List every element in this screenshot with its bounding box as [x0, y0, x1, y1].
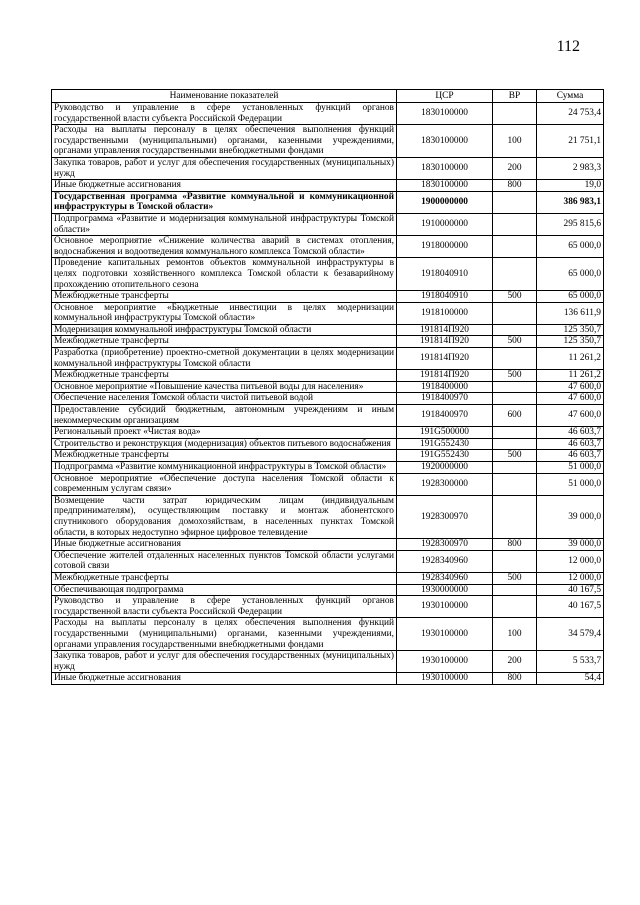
row-vr-cell: [493, 438, 537, 450]
row-sum-cell: 39 000,0: [537, 539, 604, 551]
table-row: [52, 495, 604, 538]
row-csr-cell: 191G552430: [397, 450, 493, 462]
row-sum-cell: 11 261,2: [537, 348, 604, 370]
table-row: [52, 258, 604, 291]
row-csr-cell: 1830100000: [397, 180, 493, 192]
row-vr-cell: [493, 550, 537, 572]
row-sum-cell: 2 983,3: [537, 157, 604, 179]
table-row: [52, 157, 604, 179]
table-row: [52, 438, 604, 450]
row-csr-cell: 191814П920: [397, 370, 493, 382]
row-name-cell: Модернизация коммунальной инфраструктуры Томской области: [52, 324, 397, 336]
row-vr-cell: [493, 302, 537, 324]
row-sum-cell: 12 000,0: [537, 550, 604, 572]
table-row: [52, 550, 604, 572]
row-csr-cell: 1930100000: [397, 596, 493, 618]
row-vr-cell: 800: [493, 673, 537, 685]
row-vr-cell: 500: [493, 291, 537, 303]
row-csr-cell: 1900000000: [397, 191, 493, 213]
table-row: [52, 291, 604, 303]
row-vr-cell: 500: [493, 370, 537, 382]
row-vr-cell: 800: [493, 539, 537, 551]
row-csr-cell: 1928300000: [397, 473, 493, 495]
row-vr-cell: 600: [493, 405, 537, 427]
row-sum-cell: 21 751,1: [537, 125, 604, 158]
row-sum-cell: 40 167,5: [537, 596, 604, 618]
row-sum-cell: 125 350,7: [537, 324, 604, 336]
row-csr-cell: 191814П920: [397, 336, 493, 348]
row-sum-cell: 47 600,0: [537, 405, 604, 427]
row-sum-cell: 51 000,0: [537, 473, 604, 495]
row-vr-cell: [493, 258, 537, 291]
table-row: [52, 473, 604, 495]
row-sum-cell: 295 815,6: [537, 213, 604, 235]
row-sum-cell: 46 603,7: [537, 450, 604, 462]
table-row: [52, 405, 604, 427]
header-csr: ЦСР: [397, 90, 493, 103]
row-sum-cell: 11 261,2: [537, 370, 604, 382]
row-name-cell: Руководство и управление в сфере установленных функций органов государственной власти субъекта Российской Федерации: [52, 596, 397, 618]
row-name-cell: Региональный проект «Чистая вода»: [52, 427, 397, 439]
row-csr-cell: 1830100000: [397, 157, 493, 179]
row-name-cell: Основное мероприятие «Бюджетные инвестиции в целях модернизации коммунальной инфраструктуры Томской области»: [52, 302, 397, 324]
row-csr-cell: 1918400970: [397, 405, 493, 427]
row-vr-cell: [493, 393, 537, 405]
row-name-cell: Проведение капитальных ремонтов объектов коммунальной инфраструктуры в целях подготовки хозяйственного комплекса Томской области к безаварийному прохождению отопительного сезона: [52, 258, 397, 291]
table-row: [52, 336, 604, 348]
row-csr-cell: 1830100000: [397, 125, 493, 158]
row-csr-cell: 1928340960: [397, 572, 493, 584]
row-vr-cell: [493, 236, 537, 258]
row-vr-cell: [493, 381, 537, 393]
table-row: [52, 427, 604, 439]
table-row: [52, 450, 604, 462]
row-vr-cell: 500: [493, 450, 537, 462]
table-row: [52, 393, 604, 405]
row-sum-cell: 65 000,0: [537, 236, 604, 258]
row-sum-cell: 47 600,0: [537, 381, 604, 393]
row-vr-cell: 800: [493, 180, 537, 192]
page-number: 112: [556, 38, 580, 55]
table-row: [52, 348, 604, 370]
header-name: Наименование показателей: [52, 90, 397, 103]
row-sum-cell: 125 350,7: [537, 336, 604, 348]
row-csr-cell: 191G552430: [397, 438, 493, 450]
row-sum-cell: 65 000,0: [537, 258, 604, 291]
budget-table: [51, 89, 604, 685]
row-sum-cell: 136 611,9: [537, 302, 604, 324]
row-name-cell: Подпрограмма «Развитие коммуникационной инфраструктуры в Томской области»: [52, 462, 397, 474]
row-csr-cell: 1918040910: [397, 258, 493, 291]
row-vr-cell: [493, 462, 537, 474]
row-sum-cell: 19,0: [537, 180, 604, 192]
row-sum-cell: 47 600,0: [537, 393, 604, 405]
row-vr-cell: [493, 495, 537, 538]
row-csr-cell: 1930100000: [397, 673, 493, 685]
row-vr-cell: [493, 596, 537, 618]
row-csr-cell: 1830100000: [397, 103, 493, 125]
row-name-cell: Межбюджетные трансферты: [52, 370, 397, 382]
row-sum-cell: 51 000,0: [537, 462, 604, 474]
table-row: [52, 324, 604, 336]
row-name-cell: Межбюджетные трансферты: [52, 336, 397, 348]
row-sum-cell: 46 603,7: [537, 427, 604, 439]
row-name-cell: Расходы на выплаты персоналу в целях обеспечения выполнения функций государственными (муниципальными) органами, казенными учреждениями, органами управления государственными внебюджетными фондами: [52, 618, 397, 651]
table-row: [52, 651, 604, 673]
row-csr-cell: 1918000000: [397, 236, 493, 258]
row-csr-cell: 1928300970: [397, 495, 493, 538]
row-name-cell: Обеспечение населения Томской области чистой питьевой водой: [52, 393, 397, 405]
row-name-cell: Закупка товаров, работ и услуг для обеспечения государственных (муниципальных) нужд: [52, 651, 397, 673]
row-name-cell: Межбюджетные трансферты: [52, 572, 397, 584]
row-sum-cell: 5 533,7: [537, 651, 604, 673]
row-sum-cell: 386 983,1: [537, 191, 604, 213]
row-csr-cell: 191814П920: [397, 324, 493, 336]
row-csr-cell: 1928340960: [397, 550, 493, 572]
table-row: [52, 381, 604, 393]
table-row: [52, 539, 604, 551]
header-vr: ВР: [493, 90, 537, 103]
table-header-row: [52, 90, 604, 103]
row-csr-cell: 1930100000: [397, 618, 493, 651]
table-row: [52, 213, 604, 235]
row-vr-cell: [493, 103, 537, 125]
row-csr-cell: 1930000000: [397, 584, 493, 596]
row-sum-cell: 24 753,4: [537, 103, 604, 125]
row-vr-cell: [493, 191, 537, 213]
row-vr-cell: 100: [493, 125, 537, 158]
row-name-cell: Обеспечивающая подпрограмма: [52, 584, 397, 596]
row-vr-cell: [493, 348, 537, 370]
row-vr-cell: [493, 427, 537, 439]
row-name-cell: Иные бюджетные ассигнования: [52, 673, 397, 685]
row-vr-cell: [493, 213, 537, 235]
header-sum: Сумма: [537, 90, 604, 103]
row-name-cell: Межбюджетные трансферты: [52, 450, 397, 462]
row-csr-cell: 1918040910: [397, 291, 493, 303]
row-name-cell: Расходы на выплаты персоналу в целях обеспечения выполнения функций государственными (муниципальными) органами, казенными учреждениями, органами управления государственными внебюджетными фондами: [52, 125, 397, 158]
row-csr-cell: 1918400970: [397, 393, 493, 405]
row-name-cell: Основное мероприятие «Снижение количества аварий в системах отопления, водоснабжения и водоотведения коммунального комплекса Томской области»: [52, 236, 397, 258]
table-row: [52, 584, 604, 596]
row-sum-cell: 54,4: [537, 673, 604, 685]
row-vr-cell: 500: [493, 572, 537, 584]
row-vr-cell: [493, 584, 537, 596]
row-csr-cell: 1920000000: [397, 462, 493, 474]
row-csr-cell: 1930100000: [397, 651, 493, 673]
table-row: [52, 596, 604, 618]
row-sum-cell: 39 000,0: [537, 495, 604, 538]
table-row: [52, 673, 604, 685]
row-name-cell: Иные бюджетные ассигнования: [52, 180, 397, 192]
row-name-cell: Подпрограмма «Развитие и модернизация коммунальной инфраструктуры Томской области»: [52, 213, 397, 235]
table-row: [52, 191, 604, 213]
row-sum-cell: 34 579,4: [537, 618, 604, 651]
row-csr-cell: 1910000000: [397, 213, 493, 235]
row-name-cell: Межбюджетные трансферты: [52, 291, 397, 303]
table-row: [52, 572, 604, 584]
table-row: [52, 302, 604, 324]
row-name-cell: Закупка товаров, работ и услуг для обеспечения государственных (муниципальных) нужд: [52, 157, 397, 179]
row-name-cell: Иные бюджетные ассигнования: [52, 539, 397, 551]
row-csr-cell: 191814П920: [397, 348, 493, 370]
row-sum-cell: 65 000,0: [537, 291, 604, 303]
table-row: [52, 103, 604, 125]
table-row: [52, 462, 604, 474]
row-csr-cell: 1918100000: [397, 302, 493, 324]
row-sum-cell: 12 000,0: [537, 572, 604, 584]
row-vr-cell: [493, 324, 537, 336]
row-vr-cell: 500: [493, 336, 537, 348]
row-name-cell: Государственная программа «Развитие коммунальной и коммуникационной инфраструктуры в Томской области»: [52, 191, 397, 213]
row-name-cell: Предоставление субсидий бюджетным, автономным учреждениям и иным некоммерческим организациям: [52, 405, 397, 427]
row-name-cell: Основное мероприятие «Повышение качества питьевой воды для населения»: [52, 381, 397, 393]
row-vr-cell: [493, 473, 537, 495]
row-name-cell: Руководство и управление в сфере установленных функций органов государственной власти субъекта Российской Федерации: [52, 103, 397, 125]
row-vr-cell: 100: [493, 618, 537, 651]
row-name-cell: Возмещение части затрат юридическим лицам (индивидуальным предпринимателям), осуществляющим поставку и монтаж абонентского спутникового оборудования домохозяйствам, в населенных пунктах Томской области, в которых недоступно эфирное цифровое телевидение: [52, 495, 397, 538]
row-name-cell: Строительство и реконструкция (модернизация) объектов питьевого водоснабжения: [52, 438, 397, 450]
table-row: [52, 370, 604, 382]
row-sum-cell: 40 167,5: [537, 584, 604, 596]
row-csr-cell: 1928300970: [397, 539, 493, 551]
table-row: [52, 618, 604, 651]
row-name-cell: Разработка (приобретение) проектно-сметной документации в целях модернизации коммунальной инфраструктуры Томской области: [52, 348, 397, 370]
row-sum-cell: 46 603,7: [537, 438, 604, 450]
table-row: [52, 125, 604, 158]
row-name-cell: Основное мероприятие «Обеспечение доступа населения Томской области к современным услугам связи»: [52, 473, 397, 495]
row-csr-cell: 1918400000: [397, 381, 493, 393]
row-csr-cell: 191G500000: [397, 427, 493, 439]
table-row: [52, 236, 604, 258]
row-name-cell: Обеспечение жителей отдаленных населенных пунктов Томской области услугами сотовой связи: [52, 550, 397, 572]
row-vr-cell: 200: [493, 651, 537, 673]
table-row: [52, 180, 604, 192]
row-vr-cell: 200: [493, 157, 537, 179]
